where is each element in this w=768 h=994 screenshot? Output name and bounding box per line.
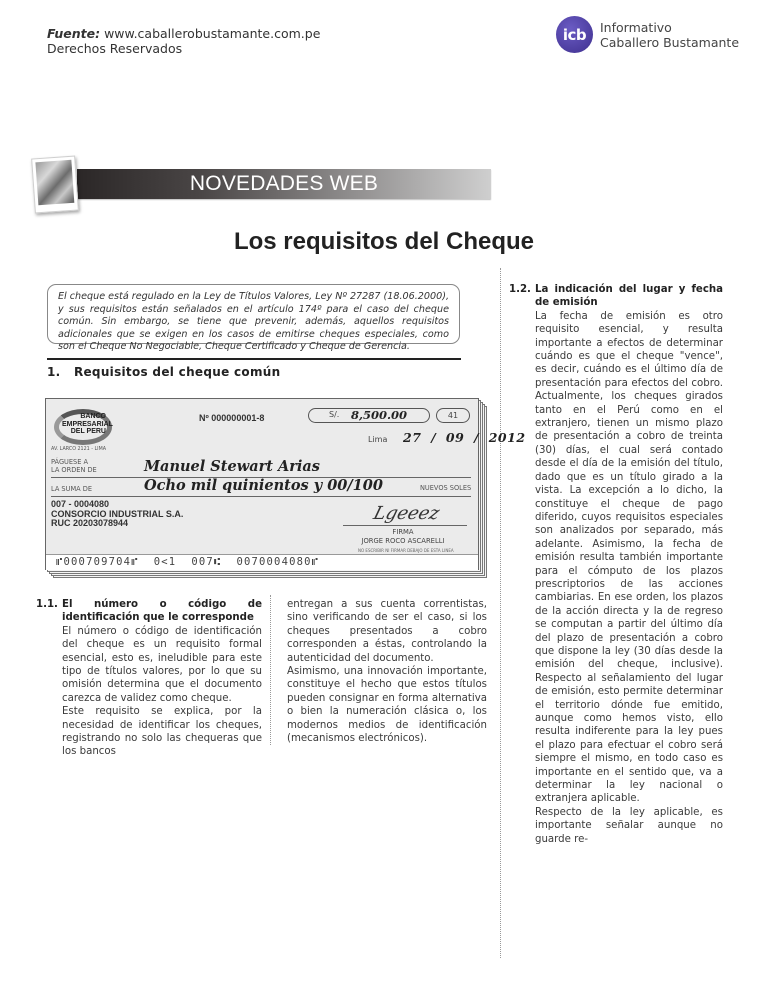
column-divider [500,268,501,958]
amount-words: Ocho mil quinientos y 00/100 [144,477,383,494]
section-heading: 1. Requisitos del cheque común [47,365,281,379]
payee-label: PÁGUESE A LA ORDEN DE [51,458,97,474]
people-photo-icon [35,160,74,205]
cheque [45,398,526,570]
bank-logo [54,409,112,445]
paragraph: entregan a sus cuenta correntistas, sino verificando de ser el caso, si los cheques presentados a cobro corresponden a éstas, controlando la autenticidad del documento. [287,599,487,664]
icb-logo-icon: icb [556,16,593,53]
subsection-heading: 1.1. El número o código de identificación que le corresponde [36,599,262,624]
sum-label: LA SUMA DE [51,485,92,493]
rights-text: Derechos Reservados [47,41,183,56]
no-write-notice: NO ESCRIBIR NI FIRMAR DEBAJO DE ESTA LINEA [358,548,454,553]
signature: Lgeeez [371,503,442,524]
paragraph: La fecha de emisión es otro requisito esencial, y resulta importante a efectos de determinar cuándo es que el cheque "vence", es decir, cuándo es el último día de presentación para efectos del cobro. Actualmente, los cheques girados tanto en el Perú como en el extranjero, tienen un mismo plazo de presentación a cobro de treinta (30) días, el cual será contado desde el día de la emisión del título, dado que es un título girado a la vista. La excepción a lo dicho, la constituye el cheque de pago diferido, cuyos requisitos especiales son analizados por separado, más adelante. Asimismo, la fecha de emisión resulta también importante para el cómputo de los plazos prescriptorios de las acciones cambiarias. En ese orden, los plazos de la acción directa y la de regreso se computan a partir del último día del plazo de presentación a cobro que dispone la ley (30 días desde la emisión del cheque, inclusive). Respecto al señalamiento del lugar de emisión, esto permite determinar el territorio dónde fue emitido, aunque como hemos visto, ello resulta indiferente para la ley pues el plazo para efectuar el cobro será siempre el mismo, en todo caso es importante en el sentido que, va a determinar la ley nacional o extranjera aplicable. [535,310,723,805]
paragraph: El número o código de identificación del cheque es un requisito formal esencial, esto es, ineludible para este tipo de títulos valores, por lo que su omisión determina que el documento carezca de validez como cheque. [62,625,262,704]
source-credit [47,26,320,56]
amount: 8,500.00 [351,408,408,422]
payee-name: Manuel Stewart Arias [144,458,320,475]
account-info: 007 - 0004080 CONSORCIO INDUSTRIAL S.A. RUC 20203078944 [51,499,184,528]
bank-address: AV. LARCO 2121 - LIMA [51,447,106,452]
signature-line [343,525,467,526]
source-url[interactable]: www.caballerobustamante.com.pe [104,26,321,41]
paragraph: Este requisito se explica, por la necesidad de identificar los cheques, registrando no solo las chequeras que los bancos [62,706,262,758]
paragraph: Respecto de la ley aplicable, es importante señalar aunque no guarde re- [535,806,723,845]
subsection-heading: 1.2. La indicación del lugar y fecha de emisión [509,284,723,309]
brand-logo [556,16,739,53]
serial-box: 41 [436,408,470,423]
subsection-1-2 [509,283,723,846]
paragraph: Asimismo, una innovación importante, constituye el hecho que estos títulos pueden consignar en forma alternativa o bien la numeración clásica o, los modernos medios de identificación (mecanismos electrónicos). [287,666,487,745]
sum-line [51,496,471,497]
column-divider [270,595,271,745]
subsection-1-1 [36,598,262,759]
source-label: Fuente: [47,26,101,41]
cheque-date: 27 / 09 / 2012 [403,430,526,445]
signature-label: FIRMA JORGE ROCO ASCARELLI [361,528,445,545]
section-rule [47,358,461,360]
subsection-1-1-cont [287,598,487,745]
currency-words: NUEVOS SOLES [420,484,472,492]
micr-code: ⑈000709704⑈ 0<1 007⑆ 0070004080⑈ [56,556,320,568]
amount-box [308,408,430,423]
currency: S/. [329,410,340,419]
banner-label: NOVEDADES WEB [189,172,379,195]
bank-name: BANCO EMPRESARIAL DEL PERU [62,413,113,435]
intro-box: El cheque está regulado en la Ley de Títulos Valores, Ley Nº 27287 (18.06.2000), y sus requisitos están señalados en el artículo 174º para el caso del cheque común. Sin embargo, se tiene que prevenir, además, aquellos requisitos adicionales que se exigen en los casos de emitirse cheques especiales, como son el Cheque No Negociable, Cheque Certificado y Cheque de Gerencia. [47,284,460,344]
brand-line2: Caballero Bustamante [600,34,740,50]
city: Lima [368,435,388,444]
cheque-illustration [45,398,526,578]
banner-photo [31,156,79,214]
section-banner [77,169,491,199]
article-title: Los requisitos del Cheque [233,228,535,255]
brand-line1: Informativo [600,19,672,35]
cheque-number: Nº 000000001-8 [199,413,265,423]
